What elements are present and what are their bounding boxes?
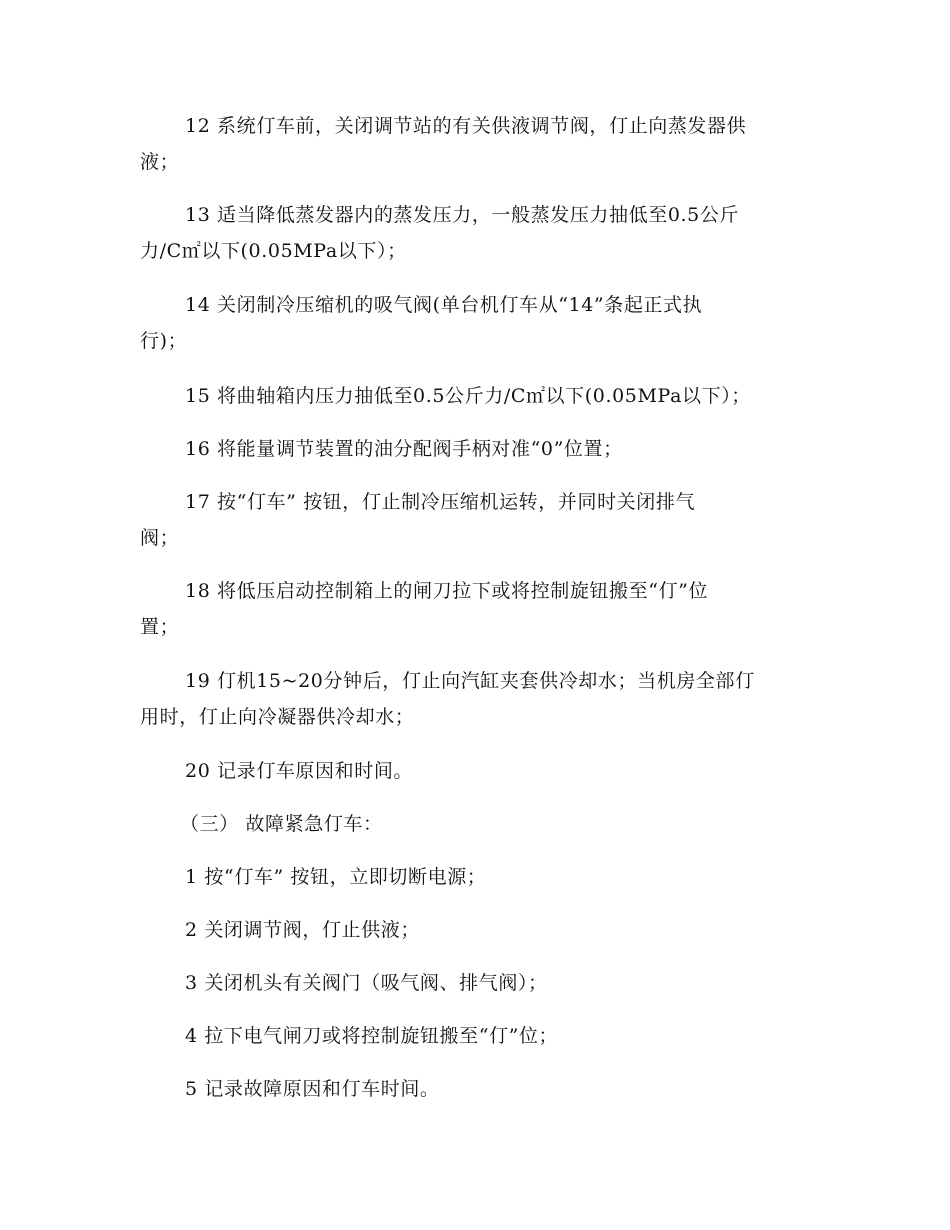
paragraph-17 [140, 484, 810, 556]
emergency-step-3: 3 关闭机头有关阀门（吸气阀、排气阀）； [185, 972, 548, 994]
paragraph-13 [140, 197, 810, 269]
paragraph-17-line-2: 阀； [140, 527, 180, 549]
paragraph-16: 16 将能量调节装置的油分配阀手柄对准“0”位置； [185, 438, 623, 460]
paragraph-18 [140, 573, 810, 645]
emergency-step-4: 4 拉下电气闸刀或将控制旋钮搬至“仃”位； [185, 1025, 559, 1047]
emergency-step-2: 2 关闭调节阀，仃止供液； [185, 919, 420, 941]
emergency-step-1: 1 按“仃车” 按钮，立即切断电源； [185, 866, 487, 888]
paragraph-15: 15 将曲轴箱内压力抽低至0.5公斤力/C㎡以下(0.05MPa以下）； [185, 385, 751, 407]
paragraph-14 [140, 287, 810, 359]
paragraph-12-line-1: 12 系统仃车前，关闭调节站的有关供液调节阀，仃止向蒸发器供 [185, 115, 747, 137]
paragraph-13-line-2: 力/C㎡以下(0.05MPa以下）； [140, 240, 407, 262]
paragraph-17-line-1: 17 按“仃车” 按钮，仃止制冷压缩机运转，并同时关闭排气 [185, 491, 696, 513]
paragraph-19-line-1: 19 仃机15~20分钟后，仃止向汽缸夹套供冷却水；当机房全部仃 [185, 670, 755, 692]
paragraph-14-line-1: 14 关闭制冷压缩机的吸气阀(单台机仃车从“14”条起正式执 [185, 294, 703, 316]
paragraph-19 [140, 663, 810, 735]
paragraph-14-line-2: 行)； [140, 330, 188, 352]
paragraph-13-line-1: 13 适当降低蒸发器内的蒸发压力，一般蒸发压力抽低至0.5公斤 [185, 204, 740, 226]
paragraph-12 [140, 108, 810, 180]
paragraph-20: 20 记录仃车原因和时间。 [185, 760, 414, 782]
paragraph-12-line-2: 液； [140, 151, 180, 173]
section-title: （三） 故障紧急仃车： [180, 813, 383, 835]
paragraph-18-line-2: 置； [140, 616, 180, 638]
emergency-step-5: 5 记录故障原因和仃车时间。 [185, 1078, 440, 1100]
paragraph-18-line-1: 18 将低压启动控制箱上的闸刀拉下或将控制旋钮搬至“仃”位 [185, 580, 709, 602]
paragraph-19-line-2: 用时，仃止向冷凝器供冷却水； [140, 706, 415, 728]
